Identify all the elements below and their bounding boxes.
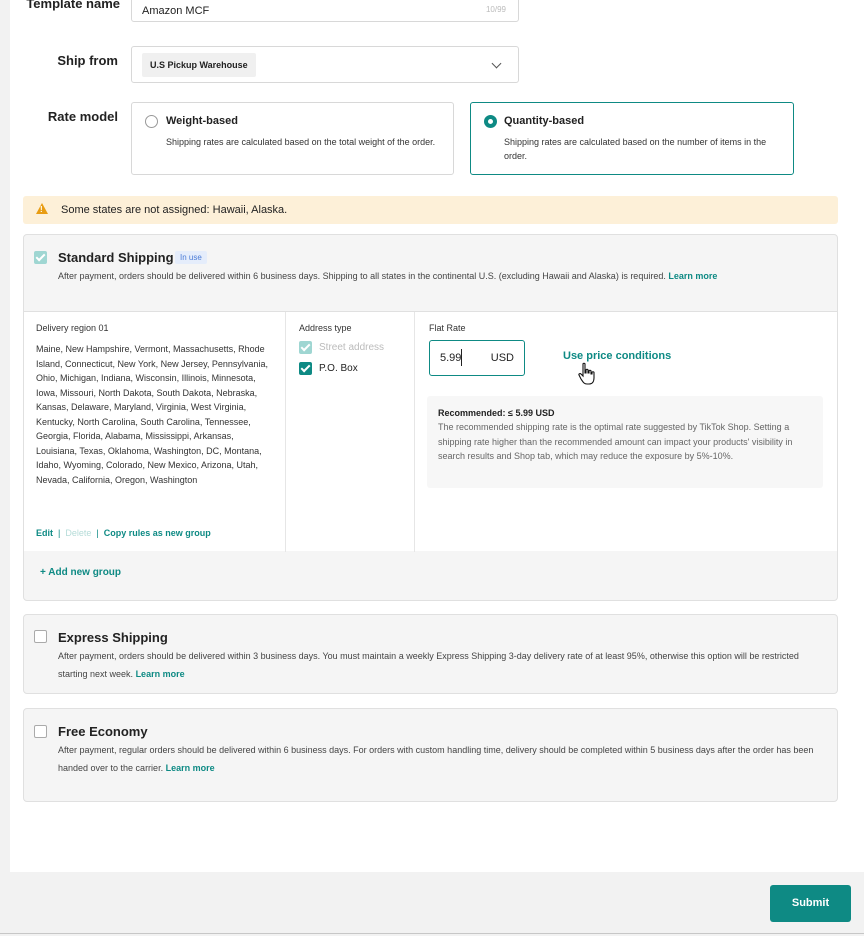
ship-from-select[interactable] [131, 46, 519, 83]
rate-option-title: Weight-based [166, 115, 238, 127]
street-address-checkbox [299, 341, 312, 354]
template-name-input[interactable] [131, 0, 519, 22]
warning-icon [36, 203, 48, 214]
add-new-group-link[interactable]: + Add new group [40, 567, 122, 578]
ship-from-label: Ship from [57, 53, 118, 68]
address-type-label: Address type [299, 323, 352, 333]
warning-text: Some states are not assigned: Hawaii, Alaska. [61, 204, 288, 216]
hand-cursor-icon [577, 362, 597, 386]
column-divider [285, 312, 286, 552]
recommended-rate-title: Recommended: ≤ 5.99 USD [438, 408, 555, 418]
free-economy-checkbox[interactable] [34, 725, 47, 738]
flat-rate-label: Flat Rate [429, 323, 466, 333]
express-shipping-desc [58, 647, 820, 683]
radio-weight-based[interactable] [145, 115, 158, 128]
economy-desc-text: After payment, regular orders should be delivered within 6 business days. For orders with custom handling time, delivery should be completed within 5 business days after the order has been handed over to the carrier. [58, 745, 814, 773]
delivery-region-panel [24, 311, 837, 551]
express-shipping-checkbox[interactable] [34, 630, 47, 643]
recommended-rate-box [427, 396, 823, 488]
standard-shipping-desc [58, 267, 828, 285]
flat-rate-input[interactable] [429, 340, 525, 376]
copy-rules-link[interactable]: Copy rules as new group [103, 528, 211, 538]
rate-option-desc: Shipping rates are calculated based on the total weight of the order. [166, 137, 436, 147]
express-shipping-title: Express Shipping [58, 630, 168, 645]
rate-option-desc: Shipping rates are calculated based on the number of items in the order. [504, 137, 767, 161]
use-price-conditions-link[interactable]: Use price conditions [563, 350, 672, 362]
region-actions: Edit | Delete | Copy rules as new group [36, 528, 211, 538]
rate-option-quantity[interactable] [470, 102, 794, 175]
rate-model-label: Rate model [47, 109, 118, 124]
po-box-checkbox[interactable] [299, 362, 312, 375]
flat-rate-column [415, 312, 835, 552]
rate-option-weight[interactable] [131, 102, 454, 175]
unassigned-states-warning [23, 196, 838, 224]
template-name-label: Template name [26, 0, 120, 11]
ship-from-value: U.S Pickup Warehouse [142, 53, 256, 77]
flat-rate-value: 5.99 [440, 352, 462, 364]
standard-shipping-checkbox[interactable] [34, 251, 47, 264]
template-name-counter: 10/99 [485, 5, 506, 14]
delivery-region-states: Maine, New Hampshire, Vermont, Massachusetts, Rhode Island, Connecticut, New York, New Jersey, Pennsylvania, Ohio, Michigan, Indiana, Wisconsin, Illinois, Minnesota, Iowa, Missouri, North Dakota, South Dakota, Nebraska, Kansas, Delaware, Maryland, Virginia, West Virginia, Kentucky, North Carolina, South Carolina, Tennessee, Georgia, Florida, Alabama, Mississippi, Arkansas, Louisiana, Texas, Oklahoma, Washington, DC, Montana, Idaho, Wyoming, Colorado, New Mexico, Arizona, Utah, Nevada, California, Oregon, Washington [36, 344, 268, 485]
template-name-value: Amazon MCF [142, 5, 210, 17]
po-box-label: P.O. Box [319, 363, 358, 374]
free-economy-title: Free Economy [58, 724, 148, 739]
text-caret [461, 349, 462, 366]
standard-desc-text: After payment, orders should be delivered within 6 business days. Shipping to all states in the continental U.S. (excluding Hawaii and Alaska) is required. [58, 271, 666, 281]
edit-region-link[interactable]: Edit [36, 528, 53, 538]
learn-more-link[interactable]: Learn more [165, 763, 215, 773]
delivery-region-label: Delivery region 01 [36, 323, 109, 333]
free-economy-desc [58, 741, 828, 777]
delete-region-link: Delete [65, 528, 92, 538]
standard-shipping-title: Standard Shipping [58, 250, 174, 265]
radio-quantity-based[interactable] [484, 115, 497, 128]
recommended-rate-desc: The recommended shipping rate is the optimal rate suggested by TikTok Shop. Setting a shipping rate higher than the recommended amount can impact your products' visibility in search results and Shop tab, which may reduce the exposure by 5%-10%. [438, 422, 793, 461]
street-address-label: Street address [319, 342, 385, 353]
submit-button[interactable]: Submit [770, 885, 851, 922]
rate-option-title: Quantity-based [504, 115, 585, 127]
learn-more-link[interactable]: Learn more [668, 271, 718, 281]
bottom-divider [0, 933, 864, 934]
in-use-badge: In use [175, 251, 207, 264]
chevron-down-icon [492, 59, 502, 69]
express-shipping-section [23, 614, 838, 694]
express-desc-text: After payment, orders should be delivered within 3 business days. You must maintain a weekly Express Shipping 3-day delivery rate of at least 95%, otherwise this option will be restricted starting next week. [58, 651, 799, 679]
learn-more-link[interactable]: Learn more [135, 669, 185, 679]
standard-shipping-section [23, 234, 838, 601]
flat-rate-unit: USD [490, 352, 514, 364]
free-economy-section [23, 708, 838, 802]
